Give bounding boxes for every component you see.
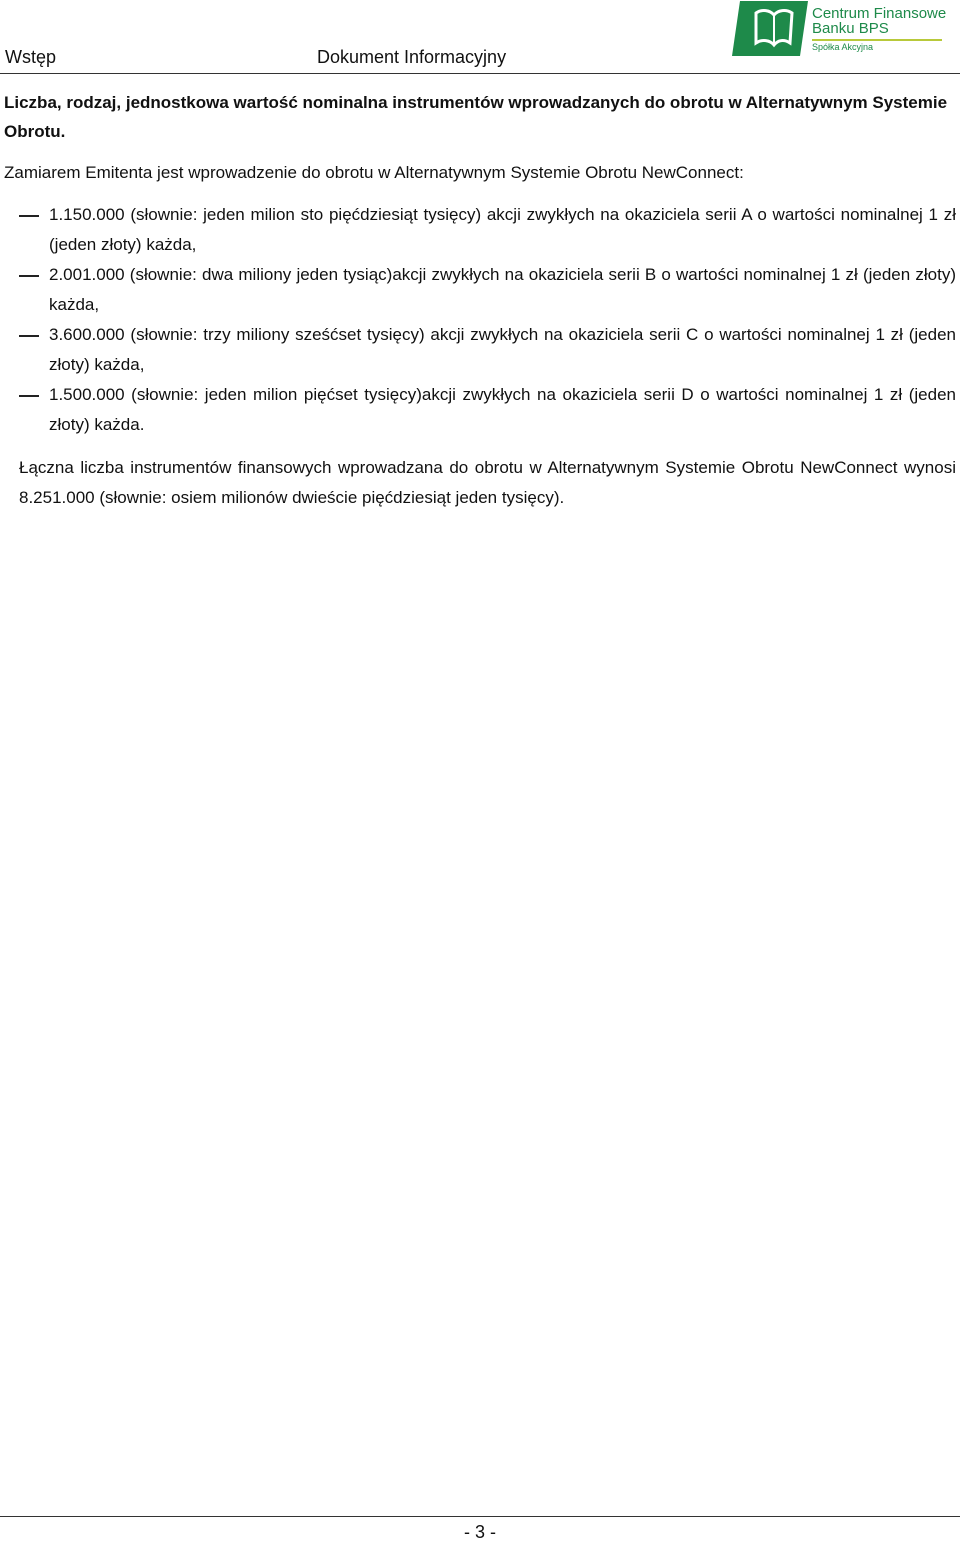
book-logo-icon: [732, 1, 808, 56]
logo-text-line2: Banku BPS: [812, 20, 889, 37]
section-heading: Liczba, rodzaj, jednostkowa wartość nominalna instrumentów wprowadzanych do obrotu w Alternatywnym Systemie Obrotu.: [4, 93, 948, 141]
dash-bullet: [19, 395, 39, 397]
list-item-text: 1.150.000 (słownie: jeden milion sto pięćdziesiąt tysięcy) akcji zwykłych na okaziciela serii A o wartości nominalnej 1 zł (jeden złoty) każda,: [49, 205, 956, 254]
intro-paragraph: Zamiarem Emitenta jest wprowadzenie do obrotu w Alternatywnym Systemie Obrotu NewConnect:: [4, 163, 744, 182]
footer-divider: [0, 1516, 960, 1517]
company-logo: [732, 1, 960, 57]
list-item-text: 3.600.000 (słownie: trzy miliony sześćset tysięcy) akcji zwykłych na okaziciela serii C o wartości nominalnej 1 zł (jeden złoty) każda,: [49, 325, 956, 374]
list-item-text: 1.500.000 (słownie: jeden milion pięćset tysięcy)akcji zwykłych na okaziciela serii D o wartości nominalnej 1 zł (jeden złoty) każda.: [49, 385, 956, 434]
dash-bullet: [19, 215, 39, 217]
header-divider: [0, 73, 960, 74]
header-section-label: Wstęp: [5, 47, 57, 67]
page-header: [0, 0, 960, 75]
list-item-text: 2.001.000 (słownie: dwa miliony jeden tysiąc)akcji zwykłych na okaziciela serii B o wartości nominalnej 1 zł (jeden złoty) każda,: [49, 265, 956, 314]
dash-bullet: [19, 275, 39, 277]
summary-paragraph: Łączna liczba instrumentów finansowych wprowadzana do obrotu w Alternatywnym Systemie Obrotu NewConnect wynosi 8.251.000 (słownie: osiem milionów dwieście pięćdziesiąt jeden tysięcy).: [19, 458, 956, 507]
header-document-title: Dokument Informacyjny: [317, 47, 507, 67]
logo-text-line1: Centrum Finansowe: [812, 5, 947, 22]
logo-divider: [812, 39, 942, 41]
page-number: - 3 -: [463, 1522, 496, 1542]
logo-subtitle: Spółka Akcyjna: [812, 42, 874, 52]
dash-bullet: [19, 335, 39, 337]
